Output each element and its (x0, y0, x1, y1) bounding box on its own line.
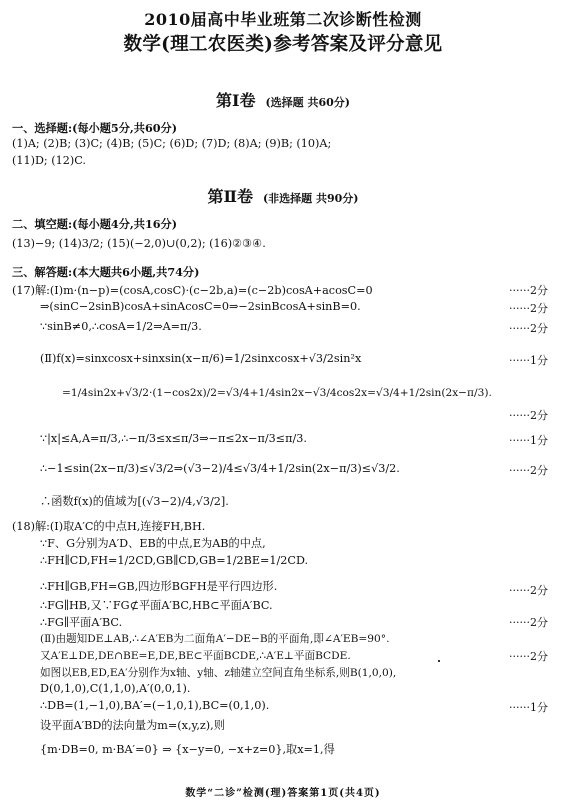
q17-line2: ⇒(sinC−2sinB)cosA+sinAcosC=0⇒−2sinBcosA+sinB=0. (40, 300, 361, 313)
part1-heading-title: 第Ⅰ卷 (215, 91, 256, 110)
q17-line3: ∵sinB≠0,∴cosA=1/2⇒A=π/3. (40, 320, 202, 333)
q17-line4-points: ······1分 (509, 354, 548, 367)
q18-line7: (Ⅱ)由题知DE⊥AB,∴∠A′EB为二面角A′−DE−B的平面角,即∠A′EB=90°. (40, 633, 390, 645)
q18-line11: ∴DB=(1,−1,0),BA′=(−1,0,1),BC=(0,1,0). (40, 699, 270, 712)
solve-section-title: 三、解答题:(本大题共6小题,共74分) (12, 265, 200, 279)
q17-line1-points: ······2分 (509, 284, 548, 297)
q18-line4: ∴FH∥GB,FH=GB,四边形BGFH是平行四边形. (40, 580, 278, 593)
scan-speck (438, 660, 440, 662)
q18-line12: 设平面A′BD的法向量为m=(x,y,z),则 (40, 719, 225, 732)
q18-line10: D(0,1,0),C(1,1,0),A′(0,0,1). (40, 682, 191, 695)
q17-line8: ∴函数f(x)的值域为[(√3−2)/4,√3/2]. (40, 495, 229, 508)
fill-section-title: 二、填空题:(每小题4分,共16分) (12, 217, 178, 231)
q17-line6: ∵|x|≤A,A=π/3,∴−π/3≤x≤π/3⇒−π≤2x−π/3≤π/3. (40, 432, 307, 445)
q18-line6: ∴FG∥平面A′BC. (40, 616, 123, 629)
choice-answers-line1: (1)A; (2)B; (3)C; (4)B; (5)C; (6)D; (7)D; (8)A; (9)B; (10)A; (12, 137, 332, 150)
fill-answers: (13)−9; (14)3/2; (15)(−2,0)∪(0,2); (16)②③④. (12, 237, 266, 250)
page-footer: 数学“二诊”检测(理)答案第1页(共4页) (185, 788, 381, 799)
q17-line4: (Ⅱ)f(x)=sinxcosx+sinxsin(x−π/6)=1/2sinxcosx+√3/2sin²x (40, 352, 362, 365)
q18-line9: 如图以EB,ED,EA′分别作为x轴、y轴、z轴建立空间直角坐标系,则B(1,0,0), (40, 667, 397, 679)
choice-answers-line2: (11)D; (12)C. (12, 154, 86, 167)
q17-line5-points: ······2分 (509, 409, 548, 422)
part2-heading-title: 第Ⅱ卷 (207, 187, 253, 206)
part2-heading-note: (非选择题 共90分) (262, 192, 359, 205)
part1-heading-note: (选择题 共60分) (265, 96, 351, 109)
part2-heading (0, 184, 566, 207)
q18-line6-points: ······2分 (509, 616, 548, 629)
q18-line4-points: ······2分 (509, 584, 548, 597)
q17-line1: (17)解:(Ⅰ)m·(n−p)=(cosA,cosC)·(c−2b,a)=(c−2b)cosA+acosC=0 (12, 284, 373, 297)
q18-line8-points: ······2分 (509, 650, 548, 663)
q18-line11-points: ······1分 (509, 701, 548, 714)
q17-line7: ∴−1≤sin(2x−π/3)≤√3/2⇒(√3−2)/4≤√3/4+1/2sin(2x−π/3)≤√3/2. (40, 462, 400, 475)
document-title: 2010届高中毕业班第二次诊断性检测 (144, 10, 422, 29)
choice-section-title: 一、选择题:(每小题5分,共60分) (12, 121, 178, 135)
q18-line3: ∴FH∥CD,FH=1/2CD,GB∥CD,GB=1/2BE=1/2CD. (40, 554, 309, 567)
q18-line2: ∵F、G分别为A′D、EB的中点,E为AB的中点, (40, 537, 266, 550)
q17-line5: =1/4sin2x+√3/2·(1−cos2x)/2=√3/4+1/4sin2x−√3/4cos2x=√3/4+1/2sin(2x−π/3). (62, 387, 492, 399)
part1-heading (0, 88, 566, 111)
q17-line7-points: ······2分 (509, 464, 548, 477)
q18-line5: ∴FG∥HB,又∵FG⊄平面A′BC,HB⊂平面A′BC. (40, 599, 273, 612)
q17-line2-points: ······2分 (509, 302, 548, 315)
q17-line6-points: ······1分 (509, 434, 548, 447)
document-subtitle: 数学(理工农医类)参考答案及评分意见 (123, 34, 443, 55)
q18-line8: 又A′E⊥DE,DE∩BE=E,DE,BE⊂平面BCDE,∴A′E⊥平面BCDE. (40, 650, 351, 662)
q18-line1: (18)解:(Ⅰ)取A′C的中点H,连接FH,BH. (12, 520, 206, 533)
q18-line13: {m·DB=0, m·BA′=0} ⇒ {x−y=0, −x+z=0},取x=1,得 (40, 743, 335, 756)
q17-line3-points: ······2分 (509, 322, 548, 335)
